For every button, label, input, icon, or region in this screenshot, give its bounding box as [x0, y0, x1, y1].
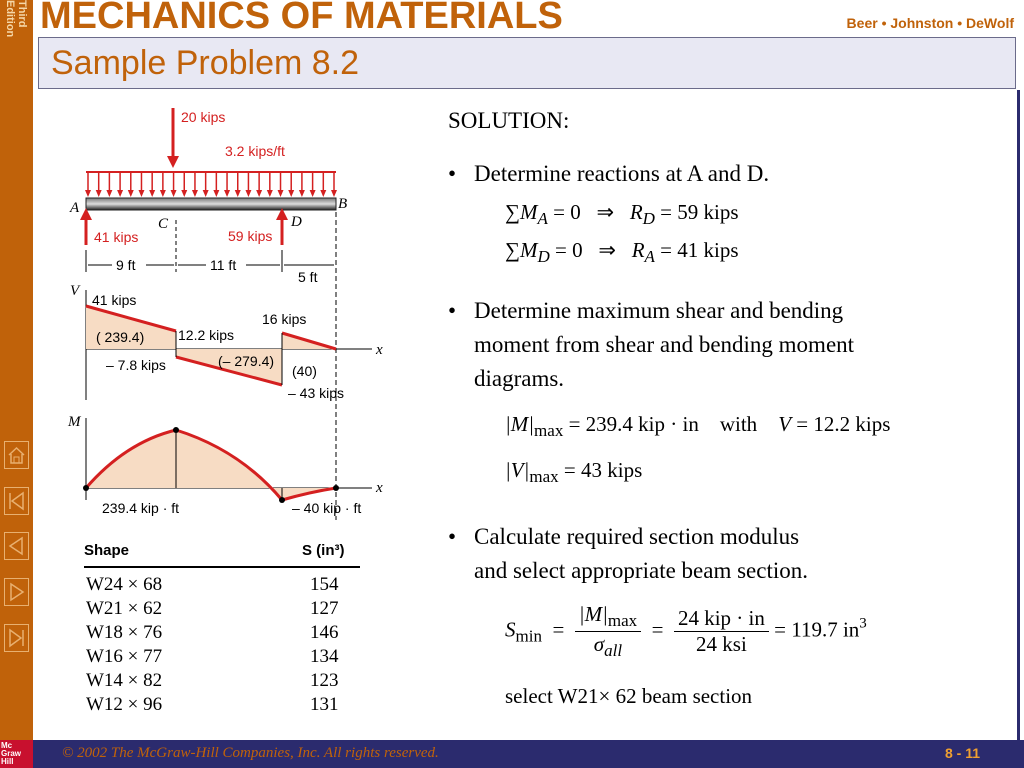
m-area — [86, 430, 336, 500]
next-slide-button[interactable] — [4, 578, 29, 606]
bullet-max-shear — [448, 294, 968, 398]
dist-load-arrowhead — [235, 190, 241, 197]
first-slide-button[interactable] — [4, 487, 29, 515]
eq3-rhs: = 239.4 kip · in — [568, 412, 699, 436]
bullet3-line2: and select appropriate beam section. — [474, 558, 808, 583]
dim-5ft: 5 ft — [298, 269, 318, 285]
v-label-16: 16 kips — [262, 311, 307, 327]
eq5-densub: all — [604, 641, 623, 660]
eq3-lhs: |M| — [505, 412, 535, 436]
modulus-cell: 123 — [310, 670, 339, 691]
eq5-den2: 24 ksi — [696, 632, 747, 656]
modulus-cell: 146 — [310, 622, 339, 643]
bullet2-line1: Determine maximum shear and bending — [474, 298, 844, 323]
dist-load-arrowhead — [160, 190, 166, 197]
beam — [86, 198, 336, 210]
dist-load-arrowhead — [299, 190, 305, 197]
beam-diagram — [60, 100, 390, 530]
eq2-val: = 41 kips — [660, 238, 739, 262]
shape-cell: W16 × 77 — [86, 646, 163, 667]
shape-cell: W12 × 96 — [86, 694, 163, 715]
v-axis-label: V — [70, 283, 80, 299]
reaction-D-label: 59 kips — [228, 228, 273, 244]
home-nav-button[interactable] — [4, 441, 29, 469]
beam-shape-table — [84, 540, 364, 718]
dist-load-arrowhead — [85, 190, 91, 197]
m-point-a — [83, 485, 89, 491]
dist-load-arrowhead — [96, 190, 102, 197]
dim-11ft: 11 ft — [210, 257, 237, 273]
v-label-neg43: – 43 kips — [288, 385, 345, 401]
dist-load-label: 3.2 kips/ft — [225, 143, 285, 159]
table-row — [84, 598, 364, 622]
dist-load-arrowhead — [278, 190, 284, 197]
home-icon — [5, 442, 28, 468]
shape-cell: W18 × 76 — [86, 622, 163, 643]
authors-line: Beer • Johnston • DeWolf — [846, 15, 1014, 31]
skip-forward-icon — [5, 625, 28, 651]
header-s: S (in³) — [302, 542, 345, 559]
eq3-vval: = 12.2 kips — [796, 412, 891, 436]
bullet-dot: • — [448, 298, 457, 323]
eq4-rhs: = 43 kips — [563, 458, 643, 482]
shape-cell: W14 × 82 — [86, 670, 163, 691]
equation-max-shear — [505, 458, 642, 487]
shape-cell: W24 × 68 — [86, 574, 163, 595]
left-sidebar — [0, 0, 33, 740]
m-axis-label: M — [68, 414, 81, 430]
eq5-Ssub: min — [515, 626, 542, 646]
m-label-max: 239.4 kip · ft — [102, 500, 180, 516]
point-load-arrowhead — [167, 156, 179, 168]
dist-load-arrows — [85, 172, 337, 197]
reaction-A-label: 41 kips — [94, 229, 139, 245]
eq4-sub: max — [529, 467, 559, 486]
m-point-d — [279, 497, 285, 503]
m-x-label: x — [376, 480, 383, 496]
bullet-dot: • — [448, 161, 457, 186]
previous-icon — [5, 533, 28, 559]
point-D-label: D — [291, 214, 302, 230]
eq2-sum: ∑M — [505, 238, 538, 262]
last-slide-button[interactable] — [4, 624, 29, 652]
logo-text: Mc Graw Hill — [1, 741, 22, 766]
slide-title: Sample Problem 8.2 — [51, 44, 360, 82]
table-row — [84, 574, 364, 598]
table-header — [84, 540, 364, 562]
bullet-reactions-text: Determine reactions at A and D. — [474, 161, 770, 186]
dist-load-arrowhead — [192, 190, 198, 197]
modulus-cell: 134 — [310, 646, 339, 667]
eq3-sub: max — [534, 421, 564, 440]
dist-load-arrowhead — [224, 190, 230, 197]
slide-title-bar — [38, 37, 1016, 89]
mcgraw-hill-logo — [0, 740, 33, 768]
eq2-rest: = 0 — [555, 238, 583, 262]
select-beam-text: select W21× 62 beam section — [505, 684, 753, 708]
eq1-rest: = 0 — [553, 200, 581, 224]
dist-load-arrowhead — [245, 190, 251, 197]
modulus-cell: 131 — [310, 694, 339, 715]
copyright-text: © 2002 The McGraw-Hill Companies, Inc. All rights reserved. — [62, 745, 439, 761]
dist-load-arrowhead — [117, 190, 123, 197]
footer-bar — [0, 740, 1024, 768]
m-point-b — [333, 485, 339, 491]
m-label-min: – 40 kip · ft — [292, 500, 362, 516]
dist-load-arrowhead — [310, 190, 316, 197]
bullet-dot: • — [448, 524, 457, 549]
eq5-num: |M| — [578, 602, 608, 626]
dist-load-arrowhead — [203, 190, 209, 197]
eq5-eq2: = — [651, 617, 664, 642]
dist-load-arrowhead — [128, 190, 134, 197]
equation-max-moment — [505, 412, 890, 441]
v-area-label-3: (40) — [292, 363, 317, 379]
dist-load-arrowhead — [256, 190, 262, 197]
dist-load-arrowhead — [106, 190, 112, 197]
dist-load-arrowhead — [331, 190, 337, 197]
eq1-R: R — [629, 200, 643, 224]
eq1-sub: A — [537, 209, 548, 228]
dist-load-arrowhead — [213, 190, 219, 197]
table-body — [84, 574, 364, 718]
skip-back-icon — [5, 488, 28, 514]
bullet-section-modulus — [448, 520, 968, 590]
v-label-neg7: – 7.8 kips — [106, 357, 166, 373]
modulus-cell: 154 — [310, 574, 339, 595]
previous-slide-button[interactable] — [4, 532, 29, 560]
m-point-c — [173, 427, 179, 433]
dist-load-arrowhead — [171, 190, 177, 197]
book-title: MECHANICS OF MATERIALS — [40, 0, 563, 37]
solution-heading: SOLUTION: — [448, 108, 570, 133]
next-icon — [5, 579, 28, 605]
shape-cell: W21 × 62 — [86, 598, 163, 619]
eq3-V: V — [778, 412, 792, 436]
eq5-frac1 — [575, 602, 641, 661]
eq4-lhs: |V| — [505, 458, 530, 482]
v-area-label-2: (– 279.4) — [218, 353, 275, 369]
dim-9ft: 9 ft — [116, 257, 136, 273]
edition-label: Third Edition — [4, 0, 28, 38]
dist-load-arrowhead — [181, 190, 187, 197]
eq1-val: = 59 kips — [660, 200, 739, 224]
header-shape: Shape — [84, 542, 130, 559]
bullet-reactions — [448, 157, 968, 191]
point-load-label: 20 kips — [181, 109, 226, 125]
point-C-label: C — [158, 216, 169, 232]
bullet2-line3: diagrams. — [474, 366, 565, 391]
dist-load-arrowhead — [138, 190, 144, 197]
eq5-exp: 3 — [859, 615, 867, 632]
dist-load-arrowhead — [320, 190, 326, 197]
table-row — [84, 694, 364, 718]
eq2-sub: D — [537, 247, 550, 266]
modulus-cell: 127 — [310, 598, 339, 619]
equation-moment-a — [505, 200, 739, 229]
table-row — [84, 670, 364, 694]
eq3-with: with — [719, 412, 758, 436]
eq5-S: S — [505, 617, 516, 642]
eq5-frac2 — [674, 606, 769, 657]
eq2-arrow: ⇒ — [598, 238, 616, 262]
v-label-12: 12.2 kips — [178, 327, 235, 343]
v-area-label-1: ( 239.4) — [96, 329, 145, 345]
right-rule — [1017, 90, 1020, 740]
dist-load-arrowhead — [288, 190, 294, 197]
eq5-result: = 119.7 in — [774, 617, 860, 642]
eq5-den: σ — [593, 632, 605, 656]
v-x-label: x — [376, 342, 383, 358]
point-B-label: B — [338, 196, 348, 212]
table-row — [84, 646, 364, 670]
eq1-Rsub: D — [642, 209, 655, 228]
equation-moment-d — [505, 238, 739, 267]
eq5-eq: = — [552, 617, 565, 642]
page-number: 8 - 11 — [944, 745, 980, 761]
bullet2-line2: moment from shear and bending moment — [474, 332, 855, 357]
eq1-sum: ∑M — [505, 200, 538, 224]
table-rule — [84, 566, 360, 568]
eq2-R: R — [631, 238, 645, 262]
dist-load-arrowhead — [267, 190, 273, 197]
eq2-Rsub: A — [644, 247, 655, 266]
equation-section-modulus — [505, 602, 867, 661]
eq5-numsub: max — [607, 611, 638, 630]
bullet3-line1: Calculate required section modulus — [474, 524, 800, 549]
dist-load-arrowhead — [149, 190, 155, 197]
point-A-label: A — [70, 200, 80, 216]
v-label-41: 41 kips — [92, 292, 137, 308]
eq1-arrow: ⇒ — [596, 200, 615, 224]
eq5-num2: 24 kip · in — [674, 606, 769, 632]
table-row — [84, 622, 364, 646]
